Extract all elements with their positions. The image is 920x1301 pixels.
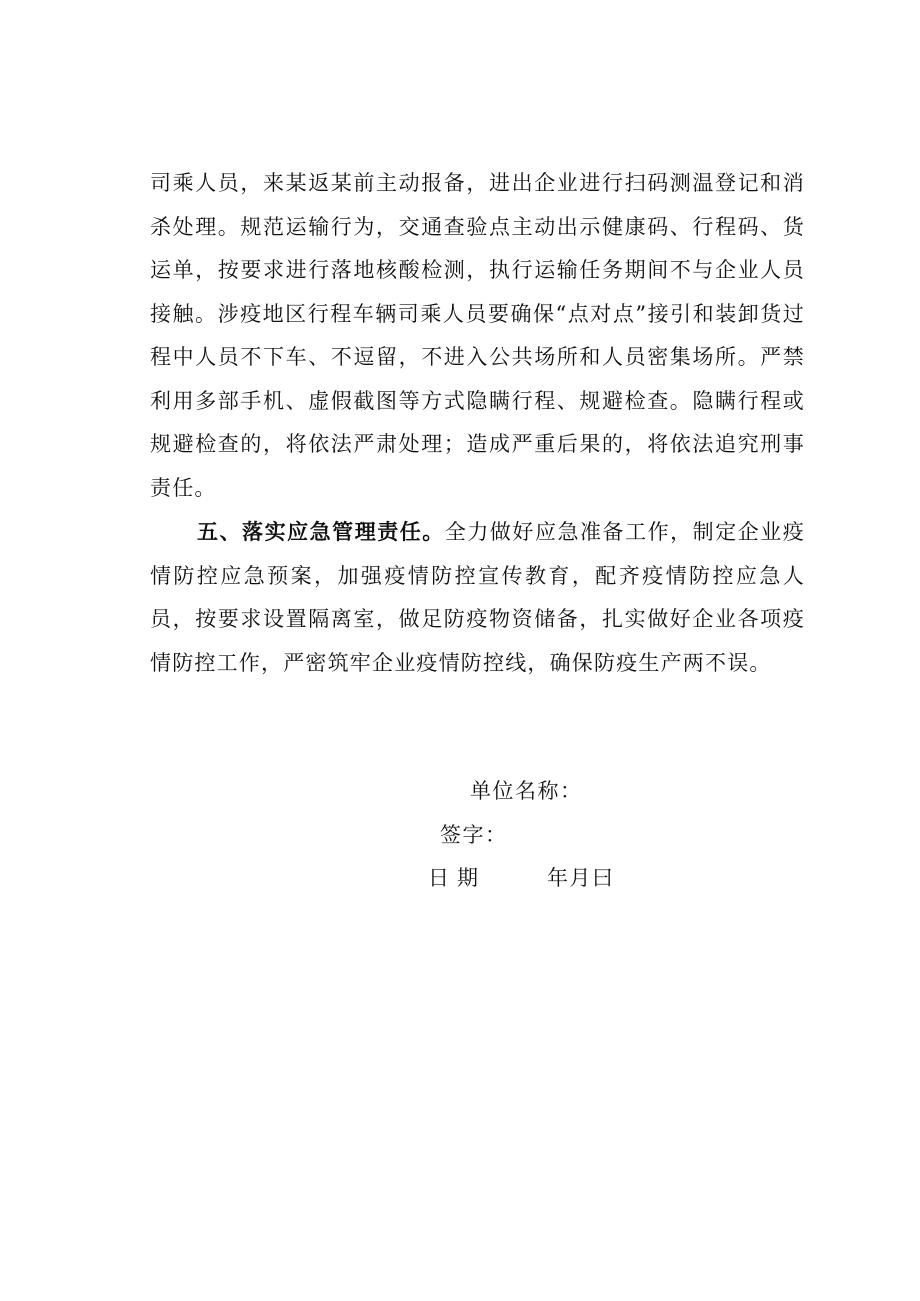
date-label: 日期: [428, 866, 486, 890]
signature-block: [0, 770, 920, 901]
unit-name-line: [0, 770, 920, 814]
unit-name-label: 单位名称：: [470, 779, 583, 803]
sign-line: [0, 814, 920, 858]
section-five-text: 全力做好应急准备工作，制定企业疫情防控应急预案，加强疫情防控宣传教育，配齐疫情防控应急人员，按要求设置隔离室，做足防疫物资储备，扎实做好企业各项疫情防控工作，严密筑牢企业疫情防控线，确保防疫生产两不误。: [150, 520, 806, 675]
date-line: [0, 857, 920, 901]
sign-label: 签字：: [440, 822, 508, 847]
section-five-heading: 五、落实应急管理责任。: [197, 519, 445, 544]
section-five-paragraph: [150, 510, 805, 685]
document-body: [150, 162, 805, 685]
date-fields: 年月曰: [547, 866, 615, 890]
paragraph-continuation: 司乘人员，来某返某前主动报备，进出企业进行扫码测温登记和消杀处理。规范运输行为，交通查验点主动出示健康码、行程码、货运单，按要求进行落地核酸检测，执行运输任务期间不与企业人员接触。涉疫地区行程车辆司乘人员要确保“点对点”接引和装卸货过程中人员不下车、不逗留，不进入公共场所和人员密集场所。严禁利用多部手机、虚假截图等方式隐瞒行程、规避检查。隐瞒行程或规避检查的，将依法严肃处理；造成严重后果的，将依法追究刑事责任。: [150, 171, 805, 500]
